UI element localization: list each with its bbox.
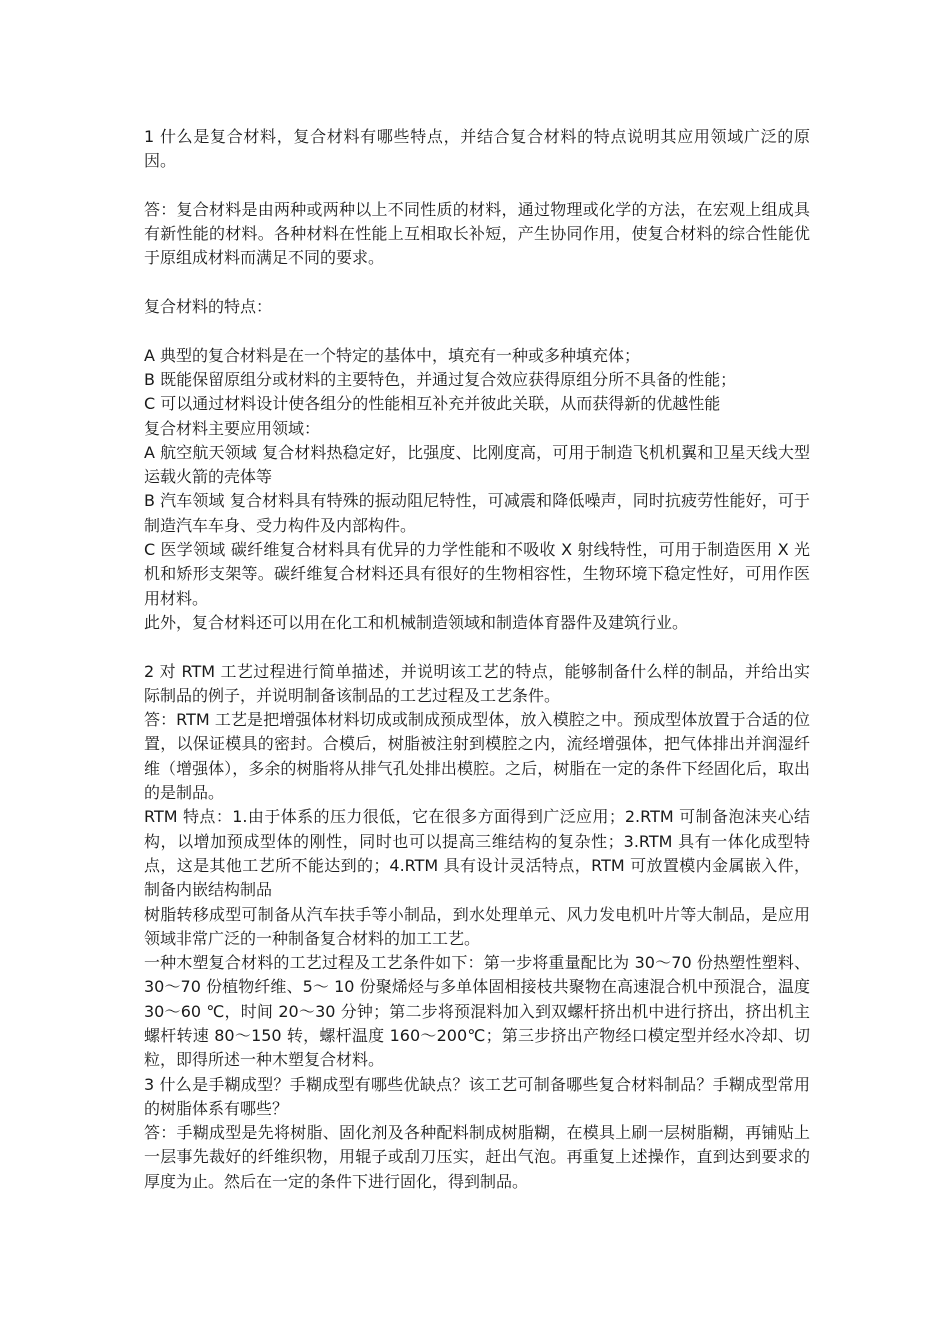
application-a: A 航空航天领域 复合材料热稳定好，比强度、比刚度高，可用于制造飞机机翼和卫星天线大型运载火箭的壳体等 — [144, 442, 810, 487]
applications-other: 此外，复合材料还可以用在化工和机械制造领域和制造体育器件及建筑行业。 — [144, 612, 689, 632]
question-1-title: 1 什么是复合材料，复合材料有哪些特点，并结合复合材料的特点说明其应用领域广泛的原因。 — [144, 127, 810, 171]
wood-plastic-process: 一种木塑复合材料的工艺过程及工艺条件如下：第一步将重量配比为 30～70 份热塑性塑料、30～70 份植物纤维、5～ 10 份聚烯烃与多单体固相接枝共聚物在高速混合机中预混合，温度 30～60 ℃，时间 20～30 分钟；第二步将预混料加入到双螺杆挤出机中进行挤出，挤出机主螺杆转速 80～150 转，螺杆温度 160～200℃；第三步挤出产物经口模定型并经水冷却、切粒，即得所述一种木塑复合材料。 — [144, 953, 810, 1070]
question-3-title: 3 什么是手糊成型？手糊成型有哪些优缺点？该工艺可制备哪些复合材料制品？手糊成型常用的树脂体系有哪些？ — [144, 1074, 810, 1118]
feature-a: A 典型的复合材料是在一个特定的基体中，填充有一种或多种填充体； — [144, 345, 641, 365]
blank-line — [144, 319, 810, 343]
question-2-answer: 答：RTM 工艺是把增强体材料切成或制成预成型体，放入模腔之中。预成型体放置于合适的位置，以保证模具的密封。合模后，树脂被注射到模腔之内，流经增强体，把气体排出并润湿纤维（增强体），多余的树脂将从排气孔处排出模腔。之后，树脂在一定的条件下经固化后，取出的是制品。 — [144, 710, 810, 803]
rtm-features: RTM 特点：1.由于体系的压力很低，它在很多方面得到广泛应用；2.RTM 可制备泡沫夹心结构，以增加预成型体的刚性，同时也可以提高三维结构的复杂性；3.RTM 具有一体化成型特点，这是其他工艺所不能达到的；4.RTM 具有设计灵活特点，RTM 可放置模内金属嵌入件，制备内嵌结构制品 — [144, 807, 810, 900]
question-1-answer: 答：复合材料是由两种或两种以上不同性质的材料，通过物理或化学的方法，在宏观上组成具有新性能的材料。各种材料在性能上互相取长补短，产生协同作用，使复合材料的综合性能优于原组成材料而满足不同的要求。 — [144, 199, 810, 268]
question-2-title: 2 对 RTM 工艺过程进行简单描述，并说明该工艺的特点，能够制备什么样的制品，并给出实际制品的例子，并说明制备该制品的工艺过程及工艺条件。 — [144, 661, 810, 705]
application-b: B 汽车领域 复合材料具有特殊的振动阻尼特性，可减震和降低噪声，同时抗疲劳性能好，可于制造汽车车身、受力构件及内部构件。 — [144, 491, 810, 535]
rtm-products: 树脂转移成型可制备从汽车扶手等小制品，到水处理单元、风力发电机叶片等大制品，是应用领域非常广泛的一种制备复合材料的加工工艺。 — [144, 904, 810, 948]
document-page — [144, 125, 810, 1194]
blank-line — [144, 174, 810, 198]
applications-heading: 复合材料主要应用领域： — [144, 418, 321, 438]
application-c: C 医学领域 碳纤维复合材料具有优异的力学性能和不吸收 X 射线特性，可用于制造医用 X 光机和矫形支架等。碳纤维复合材料还具有很好的生物相容性，生物环境下稳定性好，可用作医用材料。 — [144, 540, 810, 608]
feature-c: C 可以通过材料设计使各组分的性能相互补充并彼此关联，从而获得新的优越性能 — [144, 394, 721, 414]
features-heading: 复合材料的特点： — [144, 297, 273, 317]
blank-line — [144, 635, 810, 659]
question-3-answer: 答：手糊成型是先将树脂、固化剂及各种配料制成树脂糊，在模具上刷一层树脂糊，再铺贴上一层事先裁好的纤维织物，用辊子或刮刀压实，赶出气泡。再重复上述操作，直到达到要求的厚度为止。然后在一定的条件下进行固化，得到制品。 — [144, 1123, 810, 1191]
blank-line — [144, 271, 810, 295]
feature-b: B 既能保留原组分或材料的主要特色，并通过复合效应获得原组分所不具备的性能； — [144, 369, 737, 389]
